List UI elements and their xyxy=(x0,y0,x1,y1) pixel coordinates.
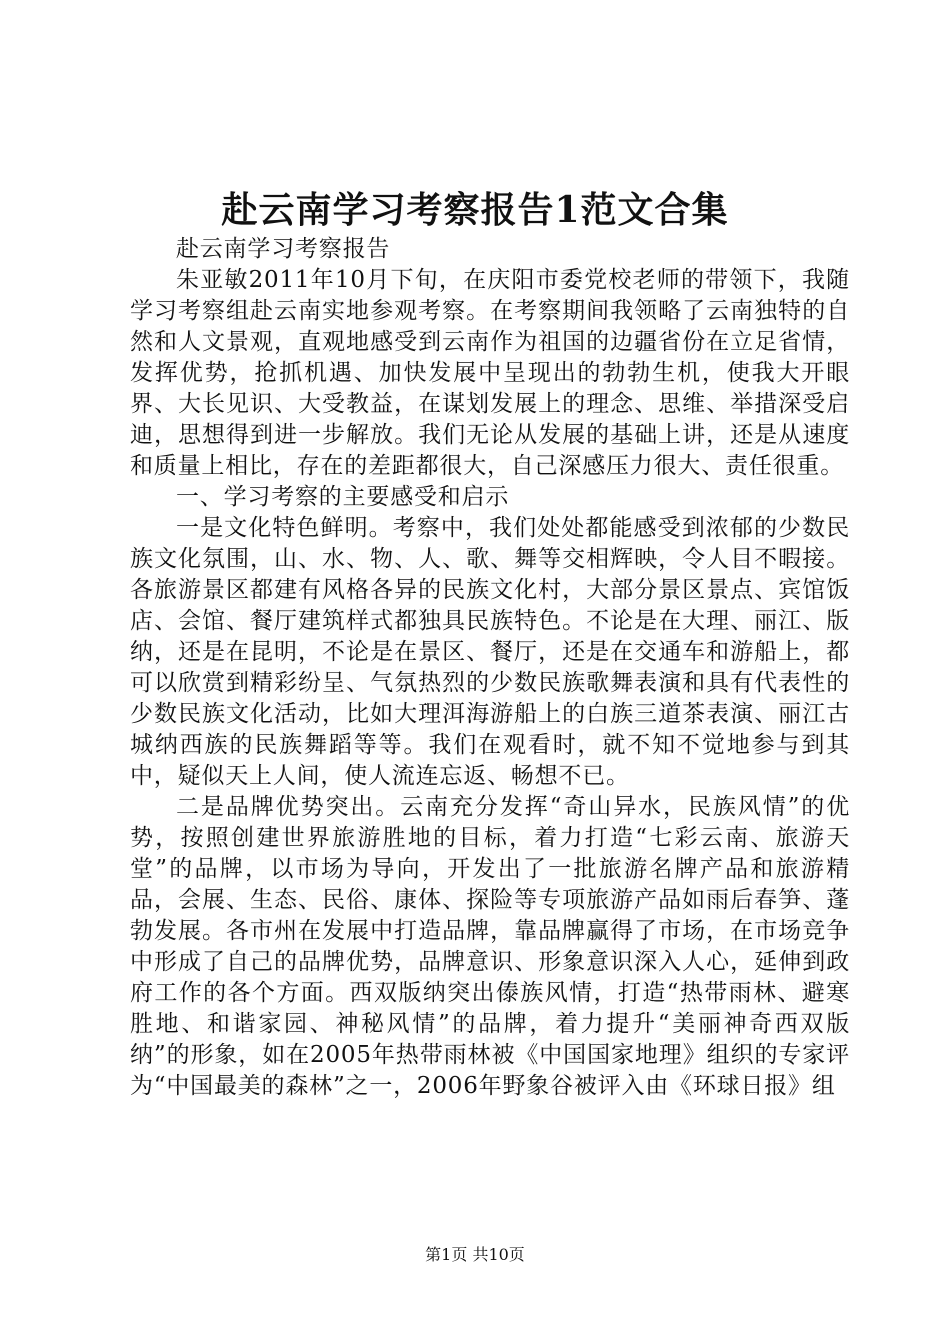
page-footer: 第1页 共10页 xyxy=(425,1245,525,1264)
paragraph-brand: 二是品牌优势突出。云南充分发挥“奇山异水，民族风情”的优势，按照创建世界旅游胜地的目标，着力打造“七彩云南、旅游天堂”的品牌，以市场为导向，开发出了一批旅游名牌产品和旅游精品，会展、生态、民俗、康体、探险等专项旅游产品如雨后春笋、蓬勃发展。各市州在发展中打造品牌，靠品牌赢得了市场，在市场竞争中形成了自己的品牌优势，品牌意识、形象意识深入人心，延伸到政府工作的各个方面。西双版纳突出傣族风情，打造“热带雨林、避寒胜地、和谐家园、神秘风情”的品牌，着力提升“美丽神奇西双版纳”的形象，如在2005年热带雨林被《中国国家地理》组织的专家评为“中国最美的森林”之一，2006年野象谷被评入由《环球日报》组 xyxy=(130,794,850,1099)
paragraph-subtitle: 赴云南学习考察报告 xyxy=(176,236,391,262)
document-body xyxy=(130,234,850,1102)
document-title: 赴云南学习考察报告1范文合集 xyxy=(221,189,729,231)
paragraph-culture: 一是文化特色鲜明。考察中，我们处处都能感受到浓郁的少数民族文化氛围，山、水、物、人、歌、舞等交相辉映，令人目不暇接。各旅游景区都建有风格各异的民族文化村，大部分景区景点、宾馆饭店、会馆、餐厅建筑样式都独具民族特色。不论是在大理、丽江、版纳，还是在昆明，不论是在景区、餐厅，还是在交通车和游船上，都可以欣赏到精彩纷呈、气氛热烈的少数民族歌舞表演和具有代表性的少数民族文化活动，比如大理洱海游船上的白族三道茶表演、丽江古城纳西族的民族舞蹈等等。我们在观看时，就不知不觉地参与到其中，疑似天上人间，使人流连忘返、畅想不已。 xyxy=(130,515,850,789)
section-heading: 一、学习考察的主要感受和启示 xyxy=(176,484,510,510)
paragraph-intro: 朱亚敏2011年10月下旬，在庆阳市委党校老师的带领下，我随学习考察组赴云南实地参观考察。在考察期间我领略了云南独特的自然和人文景观，直观地感受到云南作为祖国的边疆省份在立足省情，发挥优势，抢抓机遇、加快发展中呈现出的勃勃生机，使我大开眼界、大长见识、大受教益，在谋划发展上的理念、思维、举措深受启迪，思想得到进一步解放。我们无论从发展的基础上讲，还是从速度和质量上相比，存在的差距都很大，自己深感压力很大、责任很重。 xyxy=(130,267,850,479)
